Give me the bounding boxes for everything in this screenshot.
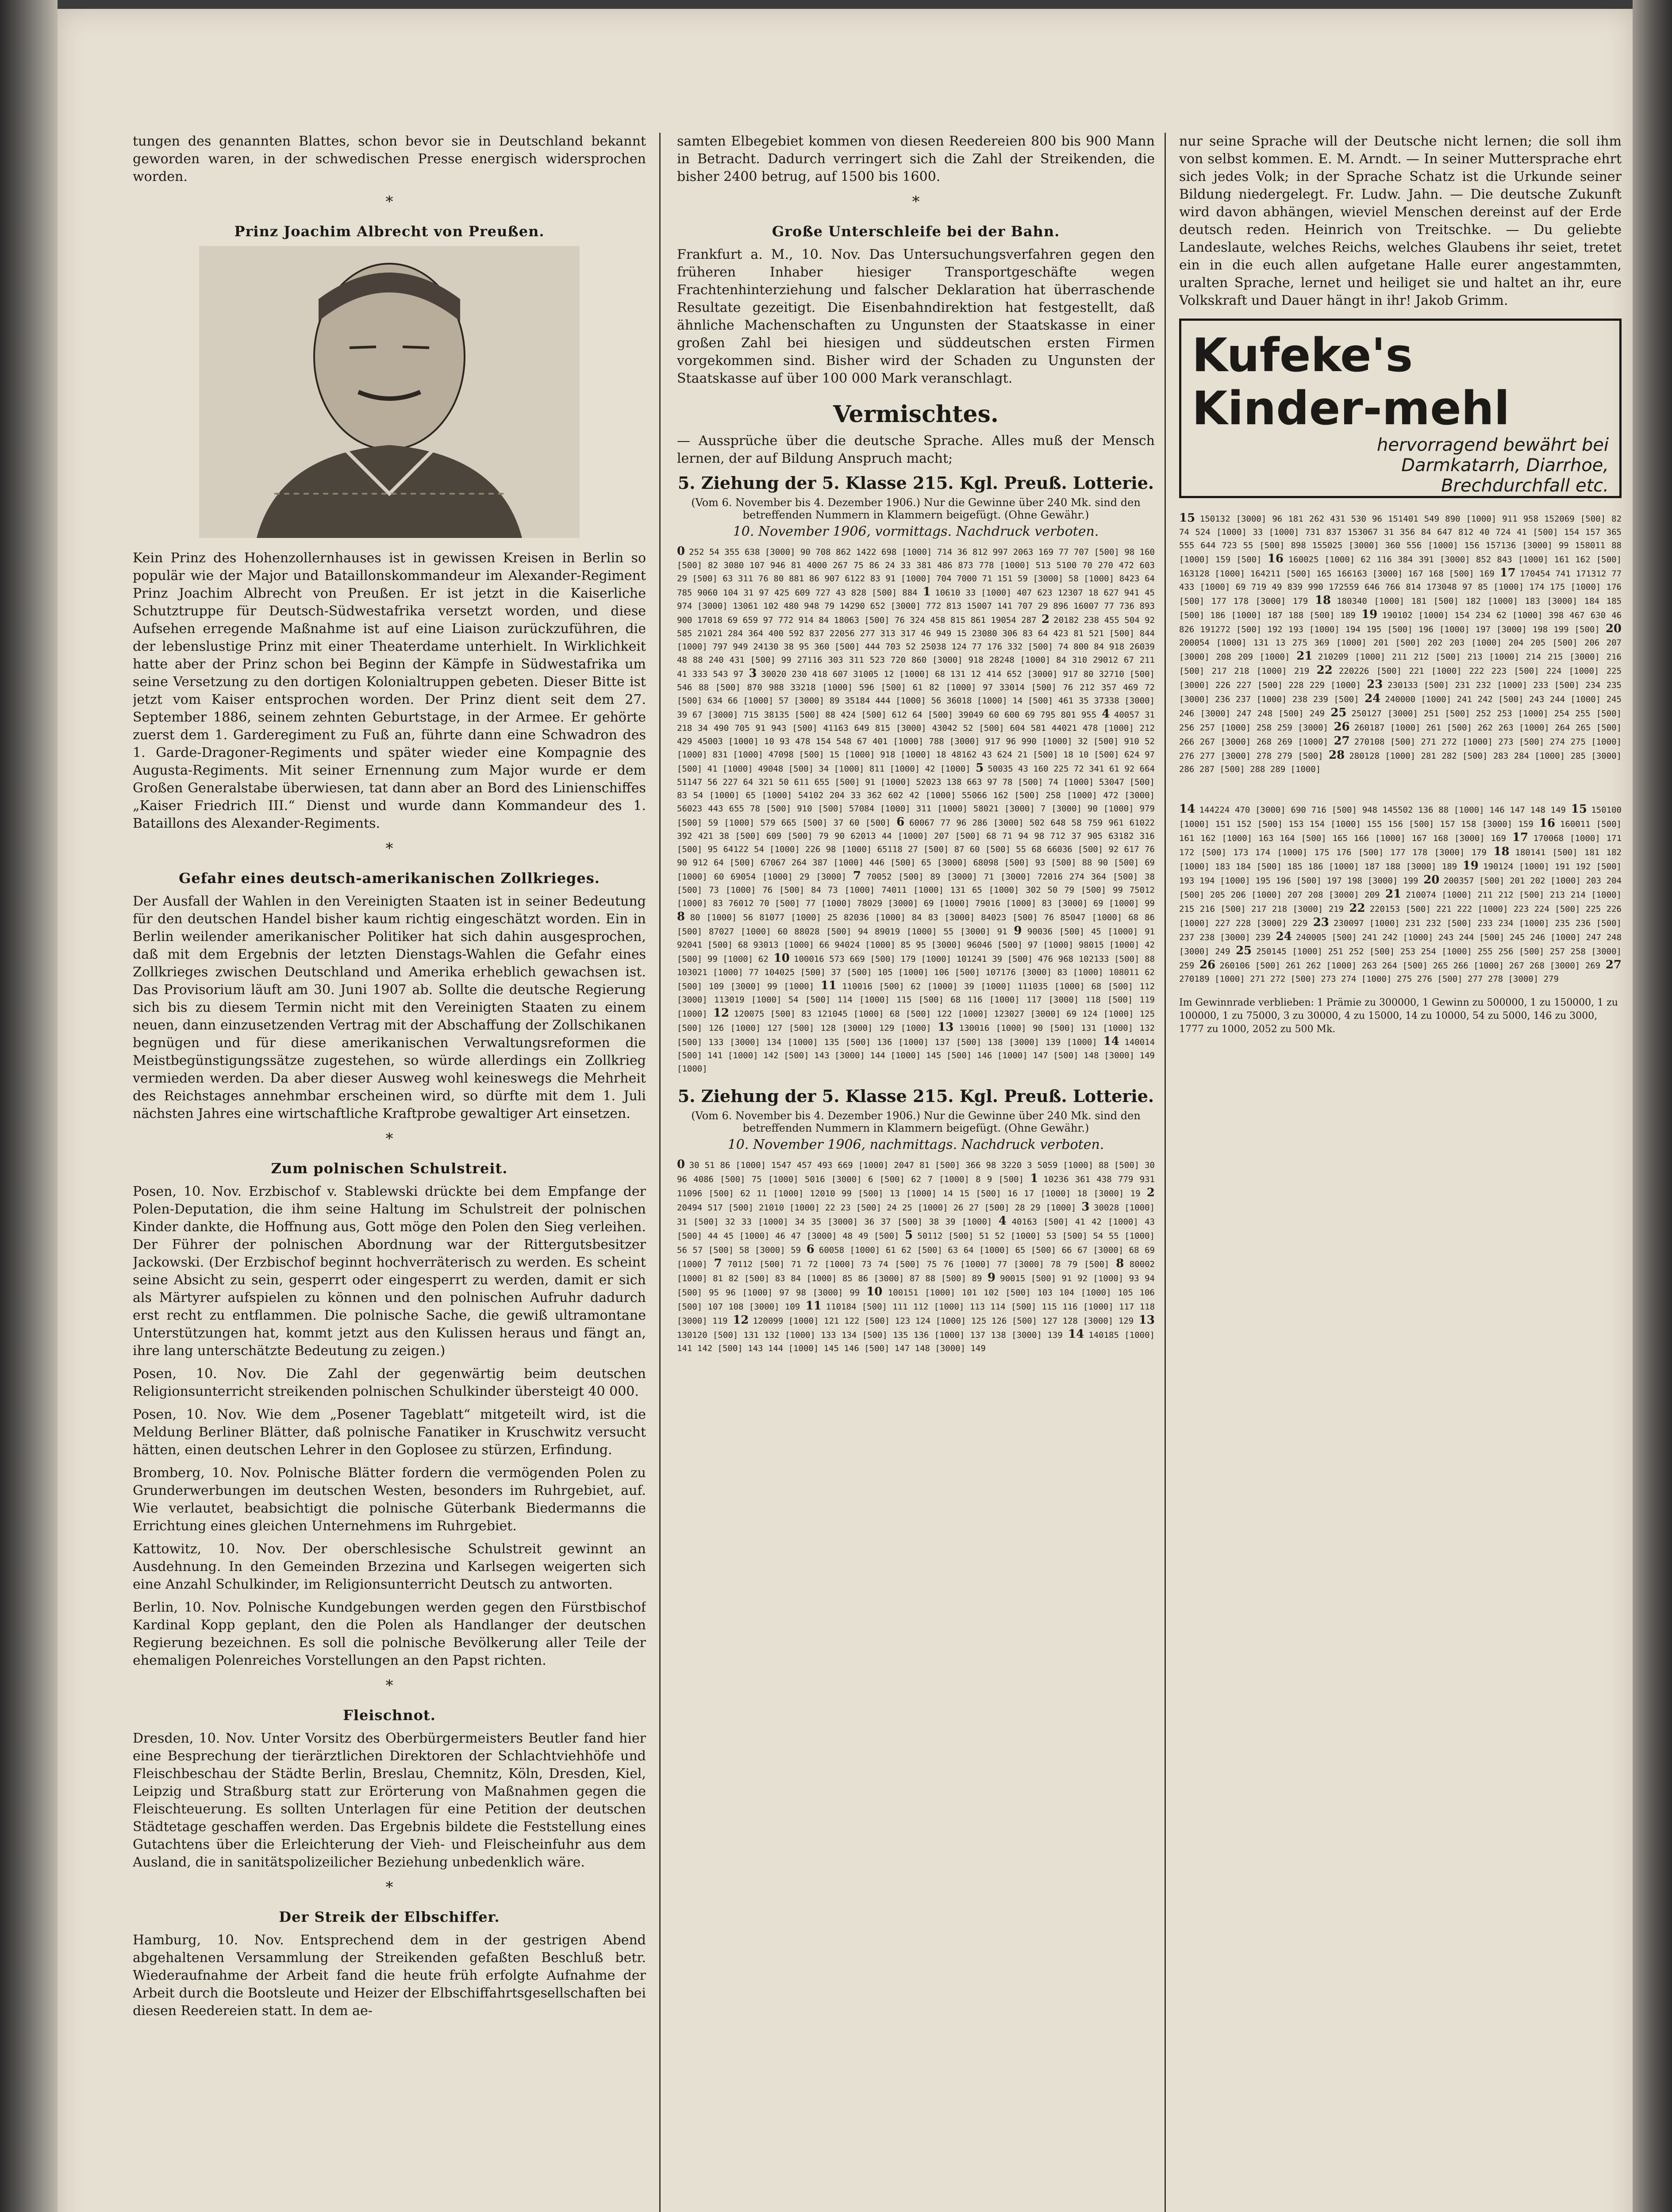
thousand-group-marker: 11 [820,979,842,992]
bahn-article: Frankfurt a. M., 10. Nov. Das Untersuchungsverfahren gegen den früheren Inhaber hiesiger Transportgeschäfte wegen Frachtenhinterziehung und falscher Deklaration hat überraschende Resultate gezeitigt. Die Eisenbahndirektion hat festgestellt, daß ähnliche Machenschaften zu Ungunsten der Staatskasse in einer großen Zahl bei hiesigen und süddeutschen ersten Firmen vorgekommen sind. Bisher wird der Schaden zu Ungunsten der Staatskasse auf über 100 000 Mark veranschlagt. [677,247,1155,386]
separator-star: * [385,1878,393,1896]
thousand-group-marker: 17 [1499,566,1520,580]
lottery-numbers: 40057 31 218 34 490 705 91 943 [500] 41163 649 815 [3000] 43042 52 [500] 604 581 44021 478 [1000] 212 429 45003 [1000] 10 93 478 154 548 67 401 [1000] 788 [3000] 917 96 990 [1000] 32 [500] 910 52 [1000] 831 [1000] 47098 [500] 15 [1000] 918 [1000] 18 48162 43 624 21 [500] 18 10 [500] 624 97 [500] 41 [1000] 49048 [500] 34 [1000] 811 [1000] 42 [1000] [677,710,1155,774]
streik-article: Hamburg, 10. Nov. Entsprechend dem in der gestrigen Abend abgehaltenen Versammlung der Streikenden gefaßten Beschluß betr. Wiederaufnahme der Arbeit fand die heute früh erfolgte Aufnahme der Arbeit durch die Bootsleute und Heizer der Elbschiffahrtsgesellschaften bei diesen Reedereien statt. In dem ae- [133,1932,646,2019]
lottery-numbers: 20182 238 455 504 92 585 21021 284 364 400 592 837 22056 277 313 317 46 949 15 23080 306 83 64 423 81 521 [500] 844 [1000] 797 949 24130 38 95 360 [500] 444 703 52 25038 124 77 176 332 [500] 74 800 84 918 26039 48 88 240 431 [500] 99 27116 303 311 523 720 860 [3000] 918 28248 [1000] 84 310 29012 67 211 41 333 543 97 [677,615,1155,679]
thousand-group-marker: 4 [1102,707,1114,721]
sprache-quotes: nur seine Sprache will der Deutsche nicht lernen; die soll ihm von selbst kommen. E. M. Arndt. — In seiner Muttersprache ehrt sich jedes Volk; in der Sprache Schatz ist die Urkunde seiner Bildung niedergelegt. Fr. Ludw. Jahn. — Die deutsche Zukunft wird davon abhängen, wieviel Menschen dereinst auf der Erde deutsch reden. Heinrich von Treitschke. — Du geliebte Landeslaute, welches Reichs, welches Glaubens ihr seiet, tretet ein in die euch allen aufgetane Halle eurer angestammten, uralten Sprache, lernet und heiliget sie und haltet an ihr, eure Volkskraft und Dauer hängt in ihr! Jakob Grimm. [1179,134,1622,308]
thousand-group-marker: 26 [1334,720,1354,733]
lottery-numbers: 30020 230 418 607 31005 12 [1000] 68 131 12 414 652 [3000] 917 80 32710 [500] 546 88 [500] 870 988 33218 [1000] 596 [500] 61 82 [1000] 97 33014 [500] 76 212 357 469 72 [500] 634 66 [1000] 57 [3000] 89 35184 444 [1000] 56 36018 [1000] 14 [500] 461 35 37338 [3000] 39 67 [3000] 715 38135 [500] 88 424 [500] 612 64 [500] 39049 60 600 69 795 801 955 [677,669,1155,720]
lottery-number-block [1179,511,1622,776]
thousand-group-marker: 26 [1199,958,1220,972]
lottery-numbers: 144224 470 [3000] 690 716 [500] 948 145502 136 88 [1000] 146 147 148 149 [1199,805,1571,815]
lottery-numbers: 160011 [500] 161 162 [1000] 163 164 [500] 165 166 [1000] 167 168 [3000] 169 [1179,819,1622,843]
schulstreit-paragraph: Posen, 10. Nov. Wie dem „Posener Tageblatt“ mitgeteilt wird, ist die Meldung Berliner Blätter, daß polnische Fanatiker in Kruschwitz versucht hätten, einen deutschen Lehrer in den Goplosee zu stürzen, Erfindung. [133,1407,646,1458]
lottery-numbers: 190102 [1000] 154 234 62 [1000] 398 467 630 46 826 191272 [500] 192 193 [1000] 194 195 [500] 196 [1000] 197 [3000] 198 199 [500] [1179,611,1622,634]
ad-brand: Kufeke's Kinder-mehl [1192,328,1510,435]
lottery-numbers: 70112 [500] 71 72 [1000] 73 74 [500] 75 76 [1000] 77 [3000] 78 79 [500] [727,1260,1116,1269]
thousand-group-marker: 21 [1296,649,1318,663]
lottery-numbers: 180141 [500] 181 182 [1000] 183 184 [500] 185 186 [1000] 187 188 [3000] 189 [1179,848,1622,872]
elbe-continuation: samten Elbegebiet kommen von diesen Reedereien 800 bis 900 Mann in Betracht. Dadurch verringert sich die Zahl der Streikenden, die bisher 2400 betrug, auf 1500 bis 1600. [677,134,1155,184]
lottery-numbers: 140014 [500] 141 [1000] 142 [500] 143 [3000] 144 [1000] 145 [500] 146 [1000] 147 [500] 148 [3000] 149 [1000] [677,1037,1155,1074]
heading-streik: Der Streik der Elbschiffer. [279,1909,500,1925]
thousand-group-marker: 16 [1539,817,1560,830]
separator-star: * [385,1130,393,1148]
column-1 [133,133,646,2212]
lottery-numbers: 280128 [1000] 281 282 [500] 283 284 [1000] 285 [3000] 286 287 [500] 288 289 [1000] [1179,751,1622,774]
separator-star: * [385,1677,393,1694]
thousand-group-marker: 4 [998,1214,1012,1228]
lottery-numbers: 60067 77 96 286 [3000] 502 648 58 759 961 61022 392 421 38 [500] 609 [500] 79 90 62013 44 [1000] 207 [500] 68 71 94 98 712 37 905 63182 316 [500] 95 64122 54 [1000] 226 98 [1000] 65118 27 [500] 87 60 [500] 55 68 66036 [500] 92 617 76 90 912 64 [500] 67067 264 387 [1000] 446 [500] 65 [3000] 68098 [500] 93 [500] 88 90 [500] 69 [1000] 60 69054 [1000] 29 [3000] [677,818,1155,882]
lottery-numbers: 60058 [1000] 61 62 [500] 63 64 [1000] 65 [500] 66 67 [3000] 68 69 [1000] [677,1245,1155,1269]
heading-bahn: Große Unterschleife bei der Bahn. [772,223,1060,240]
lottery-title-afternoon: 5. Ziehung der 5. Klasse 215. Kgl. Preuß. Lotterie. [677,1086,1154,1106]
thousand-group-marker: 23 [1367,678,1388,691]
lottery-numbers: 100151 [1000] 101 102 [500] 103 104 [1000] 105 106 [500] 107 108 [3000] 109 [677,1288,1155,1312]
lottery-numbers: 90036 [500] 45 [1000] 91 92041 [500] 68 93013 [1000] 66 94024 [1000] 85 95 [3000] 96046 [500] 97 [1000] 98015 [1000] 42 [500] 99 [1000] 62 [677,927,1155,964]
lottery-numbers: 240005 [500] 241 242 [1000] 243 244 [500] 245 246 [1000] 247 248 [3000] 249 [1179,933,1622,956]
thousand-group-marker: 8 [677,910,690,923]
column-rule [1165,133,1166,2212]
thousand-group-marker: 2 [1041,613,1054,626]
lottery-numbers: 120075 [500] 83 121045 [1000] 68 [500] 122 [1000] 123027 [3000] 69 124 [1000] 125 [500] 126 [1000] 127 [500] 128 [3000] 129 [1000] [677,1009,1155,1033]
thousand-group-marker: 21 [1385,887,1406,901]
lottery-numbers: 260187 [1000] 261 [500] 262 263 [1000] 264 265 [500] 266 267 [3000] 268 269 [1000] [1179,723,1622,747]
thousand-group-marker: 7 [853,869,867,883]
thousand-group-marker: 8 [1116,1257,1130,1270]
column-3 [1179,133,1622,2212]
heading-fleischnot: Fleischnot. [343,1707,436,1724]
lottery-numbers: 120099 [1000] 121 122 [500] 123 124 [1000] 125 126 [500] 127 128 [3000] 129 [753,1316,1139,1326]
thousand-group-marker: 25 [1235,944,1257,957]
lottery-date: 10. November 1906, vormittags. Nachdruck verboten. [733,524,1099,539]
thousand-group-marker: 5 [904,1229,918,1242]
lottery-subtitle: (Vom 6. November bis 4. Dezember 1906.) Nur die Gewinne über 240 Mk. sind den betreffenden Nummern in Klammern beigefügt. (Ohne Gewähr.) [691,1110,1141,1134]
thousand-group-marker: 12 [733,1313,753,1327]
schulstreit-paragraph: Kattowitz, 10. Nov. Der oberschlesische Schulstreit gewinnt an Ausdehnung. In den Gemeinden Brzezina und Karlsegen weigerten sich eine Anzahl Schulkinder, im Religionsunterricht Deutsch zu antworten. [133,1541,646,1592]
vermischtes-article: — Aussprüche über die deutsche Sprache. Alles muß der Mensch lernen, der auf Bildung Anspruch macht; [677,433,1155,466]
thousand-group-marker: 9 [1014,924,1027,937]
lottery-numbers: 110016 [500] 62 [1000] 39 [1000] 111035 [1000] 68 [500] 112 [3000] 113019 [1000] 54 [500] 114 [1000] 115 [500] 68 116 [1000] 117 [3000] 118 [500] 119 [1000] [677,982,1155,1019]
lottery-numbers: 100016 573 669 [500] 179 [1000] 101241 39 [500] 476 968 102133 [500] 88 103021 [1000] 77 104025 [500] 37 [500] 105 [1000] 106 [500] 107176 [3000] 83 [1000] 108011 62 [500] 109 [3000] 99 [1000] [677,954,1155,991]
book-spine-right [1633,0,1672,2212]
lottery-numbers: 230097 [1000] 231 232 [500] 233 234 [1000] 235 236 [500] 237 238 [3000] 239 [1179,918,1622,942]
thousand-group-marker: 15 [1179,511,1200,525]
lottery-number-block [677,1158,1155,1355]
lottery-numbers: 130120 [500] 131 132 [1000] 133 134 [500] 135 136 [1000] 137 138 [3000] 139 [677,1330,1069,1340]
thousand-group-marker: 25 [1330,706,1352,719]
thousand-group-marker: 6 [896,815,909,829]
lottery-numbers: 70052 [500] 89 [3000] 71 [3000] 72016 274 364 [500] 38 [500] 73 [1000] 76 [500] 84 73 [1000] 74011 [1000] 131 65 [1000] 302 50 79 [500] 99 75012 [1000] 83 76012 70 [500] 77 [1000] 78029 [3000] 69 [1000] 79016 [1000] 83 [3000] 69 [1000] 99 [677,872,1155,908]
thousand-group-marker: 27 [1605,958,1622,972]
thousand-group-marker: 1 [1030,1172,1044,1185]
lottery-numbers: 110184 [500] 111 112 [1000] 113 114 [500] 115 116 [1000] 117 118 [3000] 119 [677,1302,1155,1326]
thousand-group-marker: 3 [1081,1200,1094,1214]
portrait-heading: Prinz Joachim Albrecht von Preußen. [234,223,545,240]
thousand-group-marker: 18 [1315,594,1337,607]
ad-line: Brechdurchfall etc. [1441,476,1609,496]
heading-schulstreit: Zum polnischen Schulstreit. [271,1160,508,1177]
thousand-group-marker: 0 [677,1158,689,1171]
lottery-numbers: 170454 741 171312 77 433 [1000] 69 719 49 839 990 172559 646 766 814 173048 97 85 [1000] 174 175 [1000] 176 [500] 177 178 [3000] 179 [1179,569,1622,606]
thousand-group-marker: 22 [1316,664,1339,677]
lottery-numbers: 220153 [500] 221 222 [1000] 223 224 [500] 225 226 [1000] 227 228 [3000] 229 [1179,904,1622,928]
lottery-title-morning: 5. Ziehung der 5. Klasse 215. Kgl. Preuß. Lotterie. [677,473,1154,493]
lottery-numbers: 20494 517 [500] 21010 [1000] 22 23 [500] 24 25 [1000] 26 27 [500] 28 29 [1000] [677,1203,1082,1213]
thousand-group-marker: 17 [1512,831,1534,844]
column-rule [659,133,661,2212]
lottery-numbers: 190124 [1000] 191 192 [500] 193 194 [1000] 195 196 [500] 197 198 [3000] 199 [1179,862,1622,886]
thousand-group-marker: 10 [866,1285,888,1298]
lottery-numbers: 252 54 355 638 [3000] 90 708 862 1422 698 [1000] 714 36 812 997 2063 169 77 707 [500] 98 160 [500] 82 3080 107 946 81 4000 267 75 86 24 33 381 486 873 778 [1000] 513 5100 70 270 472 603 29 [500] 63 311 76 80 881 86 907 6122 83 91 [1000] 704 7000 71 151 59 [3000] 58 [1000] 8423 64 785 9060 104 31 97 425 609 727 43 828 [500] 884 [677,547,1155,598]
thousand-group-marker: 7 [714,1257,728,1270]
separator-star: * [385,193,393,211]
lottery-numbers: 50035 43 160 225 72 341 61 92 664 51147 56 227 64 321 50 611 655 [500] 91 [1000] 52023 138 663 97 78 [500] 74 [1000] 53047 [500] 83 54 [1000] 65 [1000] 54102 204 33 362 602 42 [1000] 55066 162 [500] 258 [1000] 472 [3000] 56023 443 655 78 [500] 910 [500] 57084 [1000] 311 [1000] 58021 [3000] 7 [3000] 90 [1000] 979 [500] 59 [1000] 579 665 [500] 37 60 [500] [677,764,1155,828]
article-intro: tungen des genannten Blattes, schon bevor sie in Deutschland bekannt geworden waren, in der schwedischen Presse energisch widersprochen worden. [133,134,646,184]
thousand-group-marker: 20 [1423,873,1444,887]
book-spine-left [0,0,58,2212]
thousand-group-marker: 24 [1276,930,1296,943]
lottery-numbers: 260106 [500] 261 262 [1000] 263 264 [500] 265 266 [1000] 267 268 [3000] 269 [1219,961,1606,971]
portrait-engraving-icon [199,246,580,538]
kufeke-advertisement [1179,319,1622,498]
lottery-numbers: 80 [1000] 56 81077 [1000] 25 82036 [1000] 84 83 [3000] 84023 [500] 76 85047 [1000] 68 86 [500] 87027 [1000] 60 88028 [500] 94 89019 [1000] 55 [3000] 91 [677,913,1155,937]
lottery-numbers: 220226 [500] 221 [1000] 222 223 [500] 224 [1000] 225 [3000] 226 227 [500] 228 229 [1000] [1179,666,1622,690]
lottery-numbers: 50112 [500] 51 52 [1000] 53 [500] 54 55 [1000] 56 57 [500] 58 [3000] 59 [677,1231,1155,1255]
thousand-group-marker: 22 [1349,902,1370,915]
heading-vermischtes: Vermischtes. [833,401,999,428]
thousand-group-marker: 6 [806,1243,819,1256]
lottery-numbers: 250127 [3000] 251 [500] 252 253 [1000] 254 255 [500] 256 257 [1000] 258 259 [3000] [1179,709,1622,733]
prince-article: Kein Prinz des Hohenzollernhauses ist in gewissen Kreisen in Berlin so populär wie der Major und Bataillonskommandeur im Alexander-Regiment Prinz Joachim Albrecht von Preußen. Er ist jetzt in die Kaiserliche Schutztruppe für Deutsch-Südwestafrika versetzt worden, und diese Aufsehen erregende Maßnahme ist auf eine Liaison zurückzuführen, die der lebenslustige Prinz mit einer Theaterdame unterhielt. In Wirklichkeit hatte aber der Prinz schon bei Beginn der Kämpfe in Südwestafrika um seine Versetzung zu den dortigen Kolonialtruppen gebeten. Dieser Bitte ist jetzt vom Kaiser entsprochen worden. Der Prinz dient seit dem 27. September 1886, seinem zehnten Geburtstage, in der Armee. Er gehörte zuerst dem 1. Garderegiment zu Fuß an, führte dann eine Schwadron des 1. Garde-Dragoner-Regiments und später wieder eine Kompagnie des Augusta-Regiments. Mit seiner Ernennung zum Major wurde er dem Großen Generalstabe überwiesen, tat dann aber an Bord des Linienschiffes „Kaiser Friedrich III.“ Dienst und wurde dann Kommandeur des 1. Bataillons des Alexander-Regiments. [133,550,646,831]
thousand-group-marker: 19 [1361,608,1382,621]
thousand-group-marker: 23 [1313,916,1334,929]
lottery-numbers: 40163 [500] 41 42 [1000] 43 [500] 44 45 [1000] 46 47 [3000] 48 49 [500] [677,1217,1155,1241]
lottery-numbers: 270108 [500] 271 272 [1000] 273 [500] 274 275 [1000] 276 277 [3000] 278 279 [500] [1179,737,1622,761]
zollkrieg-article: Der Ausfall der Wahlen in den Vereinigten Staaten ist in seiner Bedeutung für den deutschen Handel bisher kaum richtig eingeschätzt worden. Ein in Berlin weilender amerikanischer Politiker hat sich dahin ausgesprochen, daß mit dem Ergebnis der letzten Dienstags-Wahlen die Gefahr eines Zollkrieges zwischen Deutschland und Amerika erheblich gewachsen ist. Das Provisorium läuft am 30. Juni 1907 ab. Sollte die deutsche Regierung sich bis zu diesem Termin nicht mit den Vereinigten Staaten zu einem neuen, dann einzusetzenden Vertrag mit der Abschaffung der Zollschikanen begnügen und für diese amerikanischen Verwaltungsreformen die Meistbegünstigungssätze zugestehen, so würde allerdings ein Zollkrieg vermieden werden. Da aber dieser Ausweg wohl keineswegs die Mehrheit des Reichstages annehmbar erscheinen wird, so dürfte mit dem 1. Juli nächsten Jahres eine wirtschaftliche Kraftprobe gewaltiger Art einsetzen. [133,894,646,1121]
thousand-group-marker: 2 [1146,1186,1155,1199]
thousand-group-marker: 3 [749,667,761,680]
thousand-group-marker: 11 [805,1299,826,1313]
thousand-group-marker: 27 [1334,734,1354,748]
thousand-group-marker: 9 [987,1271,1000,1284]
schulstreit-paragraph: Posen, 10. Nov. Die Zahl der gegenwärtig beim deutschen Religionsunterricht streikenden polnischen Schulkinder übersteigt 40 000. [133,1366,646,1399]
lottery-numbers: 210209 [1000] 211 212 [500] 213 [1000] 214 215 [3000] 216 [500] 217 218 [1000] 219 [1179,652,1622,676]
lottery-numbers: 160025 [1000] 62 116 384 391 [3000] 852 843 [1000] 161 162 [500] 163128 [1000] 164211 [500] 165 166163 [3000] 167 168 [500] 169 [1179,555,1622,579]
thousand-group-marker: 1 [922,585,935,599]
thousand-group-marker: 14 [1179,803,1199,816]
separator-star: * [912,193,920,211]
thousand-group-marker: 5 [976,761,988,775]
lottery-numbers: 10610 33 [1000] 407 623 12307 18 627 941 45 974 [3000] 13061 102 480 948 79 14290 652 [3000] 772 813 15007 141 707 29 896 16007 77 736 893 900 17018 69 659 97 772 914 84 18063 [500] 76 324 458 815 861 19054 287 [677,588,1155,625]
schulstreit-paragraph: Berlin, 10. Nov. Polnische Kundgebungen werden gegen den Fürstbischof Kardinal Kopp geplant, den die Polen als Handlanger der deutschen Regierung bezeichnen. Es soll die polnische Bevölkerung aller Teile der ehemaligen Polenreiches Vorstellungen an den Papst richten. [133,1600,646,1668]
thousand-group-marker: 15 [1571,803,1591,816]
lottery-numbers: 150132 [3000] 96 181 262 431 530 96 151401 549 890 [1000] 911 958 152069 [500] 82 74 524 [1000] 33 [1000] 731 837 153067 31 356 84 647 812 40 724 41 [500] 154 157 365 555 644 723 55 [500] 898 155025 [3000] 360 556 [1000] 156 157136 [3000] 99 158011 88 [1000] 159 [500] [1179,514,1622,565]
thousand-group-marker: 14 [1103,1035,1125,1048]
lottery-numbers: 200054 [1000] 131 13 275 369 [1000] 201 [500] 202 203 [1000] 204 205 [500] 206 207 [3000] 208 209 [1000] [1179,638,1622,662]
column-2 [677,133,1155,2212]
lottery-numbers: 240000 [1000] 241 242 [500] 243 244 [1000] 245 246 [3000] 247 248 [500] 249 [1179,695,1622,718]
lottery-numbers: 130016 [1000] 90 [500] 131 [1000] 132 [500] 133 [3000] 134 [1000] 135 [500] 136 [1000] 137 [500] 138 [3000] 139 [1000] [677,1023,1155,1047]
lottery-number-block [1179,803,1622,986]
thousand-group-marker: 28 [1329,749,1349,762]
separator-star: * [385,840,393,857]
lottery-numbers: 80002 [1000] 81 82 [500] 83 84 [1000] 85 86 [3000] 87 88 [500] 89 [677,1260,1155,1283]
fleischnot-article: Dresden, 10. Nov. Unter Vorsitz des Oberbürgermeisters Beutler fand hier eine Besprechung der tierärztlichen Direktoren der Schlachtviehhöfe und Fleischbeschau der Städte Berlin, Breslau, Chemnitz, Köln, Dresden, Kiel, Leipzig und Straßburg statt zur Erörterung von Maßnahmen gegen die Fleischteuerung. Es sollten Unterlagen für eine Petition der deutschen Städtetage geschaffen werden. Das Ergebnis bildete die Feststellung eines Gutachtens über die Erleichterung der Vieh- und Fleischeinfuhr aus dem Ausland, die in sanitätspolizeilicher Beziehung unbedenklich wäre. [133,1731,646,1870]
schulstreit-paragraph: Bromberg, 10. Nov. Polnische Blätter fordern die vermögenden Polen zu Grunderwerbungen im deutschen Westen, besonders im Ruhrgebiet, auf. Wie verlautet, beabsichtigt die polnische Güterbank Biedermanns die Errichtung eines gleichen Unternehmens im Ruhrgebiet. [133,1465,646,1534]
lottery-footnote: Im Gewinnrade verblieben: 1 Prämie zu 300000, 1 Gewinn zu 500000, 1 zu 150000, 1 zu 100000, 1 zu 75000, 3 zu 30000, 4 zu 15000, 14 zu 10000, 54 zu 5000, 146 zu 3000, 1777 zu 1000, 2052 zu 500 Mk. [1179,997,1618,1035]
thousand-group-marker: 13 [938,1021,959,1034]
lottery-numbers: 200357 [500] 201 202 [1000] 203 204 [500] 205 206 [1000] 207 208 [3000] 209 [1179,876,1622,900]
lottery-number-block [677,545,1155,1075]
thousand-group-marker: 19 [1462,859,1483,872]
thousand-group-marker: 14 [1068,1328,1089,1341]
thousand-group-marker: 24 [1365,692,1385,705]
thousand-group-marker: 12 [713,1006,734,1020]
thousand-group-marker: 20 [1605,622,1622,635]
lottery-numbers: 140185 [1000] 141 142 [500] 143 144 [1000] 145 146 [500] 147 148 [3000] 149 [677,1330,1155,1353]
lottery-numbers: 180340 [1000] 181 [500] 182 [1000] 183 [3000] 184 185 [500] 186 [1000] 187 188 [500] 189 [1179,596,1622,620]
lottery-subtitle: (Vom 6. November bis 4. Dezember 1906.) Nur die Gewinne über 240 Mk. sind den betreffenden Nummern in Klammern beigefügt. (Ohne Gewähr.) [691,496,1141,521]
heading-zollkrieg: Gefahr eines deutsch-amerikanischen Zollkrieges. [179,870,600,887]
lottery-numbers: 30028 [1000] 31 [500] 32 33 [1000] 34 35 [3000] 36 37 [500] 38 39 [1000] [677,1203,1155,1227]
lottery-numbers: 90015 [500] 91 92 [1000] 93 94 [500] 95 96 [1000] 97 98 [3000] 99 [677,1274,1155,1298]
lottery-date: 10. November 1906, nachmittags. Nachdruck verboten. [727,1137,1104,1152]
schulstreit-paragraph: Posen, 10. Nov. Erzbischof v. Stablewski drückte bei dem Empfange der Polen-Deputation, die ihm seine Haltung im Schulstreit der polnischen Kinder dankte, die Hoffnung aus, Gott möge den Polen den Sieg verleihen. Der Führer der polnischen Abordnung war der Rittergutsbesitzer Jackowski. (Der Erzbischof beginnt hochverräterisch zu werden. Es scheint seine Absicht zu sein, gesperrt oder eingesperrt zu werden, damit er sich als Märtyrer aufspielen zu können und den polnischen Aufruhr dadurch erst recht zu entflammen. Die polnische Sache, die gewiß ultramontane Unterstützungen hat, kommt jetzt aus den Kulissen heraus und fängt an, ihre lang unterschätzte Bedeutung zu zeigen.) [133,1184,646,1359]
lottery-numbers: 270189 [1000] 271 272 [500] 273 274 [1000] 275 276 [500] 277 278 [3000] 279 [1179,974,1559,984]
lottery-numbers: 30 51 86 [1000] 1547 457 493 669 [1000] 2047 81 [500] 366 98 3220 3 5059 [1000] 88 [500] 30 96 4086 [500] 75 [1000] 5016 [3000] 6 [500] 62 7 [1000] 8 9 [500] [677,1160,1155,1184]
thousand-group-marker: 10 [773,952,794,965]
thousand-group-marker: 18 [1493,845,1515,858]
thousand-group-marker: 13 [1138,1313,1155,1327]
thousand-group-marker: 0 [677,545,689,558]
lottery-numbers: 10236 361 438 779 931 11096 [500] 62 11 [1000] 12010 99 [500] 13 [1000] 14 15 [500] 16 17 [1000] 18 [3000] 19 [677,1175,1155,1198]
lottery-numbers: 170068 [1000] 171 172 [500] 173 174 [1000] 175 176 [500] 177 178 [3000] 179 [1179,833,1622,857]
lottery-numbers: 150100 [1000] 151 152 [500] 153 154 [1000] 155 156 [500] 157 158 [3000] 159 [1179,805,1622,829]
lottery-numbers: 230133 [500] 231 232 [1000] 233 [500] 234 235 [3000] 236 237 [1000] 238 239 [500] [1179,680,1622,704]
lottery-numbers: 210074 [1000] 211 212 [500] 213 214 [1000] 215 216 [500] 217 218 [3000] 219 [1179,890,1622,914]
thousand-group-marker: 16 [1267,552,1288,565]
lottery-numbers: 250145 [1000] 251 252 [500] 253 254 [1000] 255 256 [500] 257 258 [3000] 259 [1179,947,1622,971]
ad-line: hervorragend bewährt bei [1377,435,1609,455]
ad-line: Darmkatarrh, Diarrhoe, [1401,455,1609,476]
